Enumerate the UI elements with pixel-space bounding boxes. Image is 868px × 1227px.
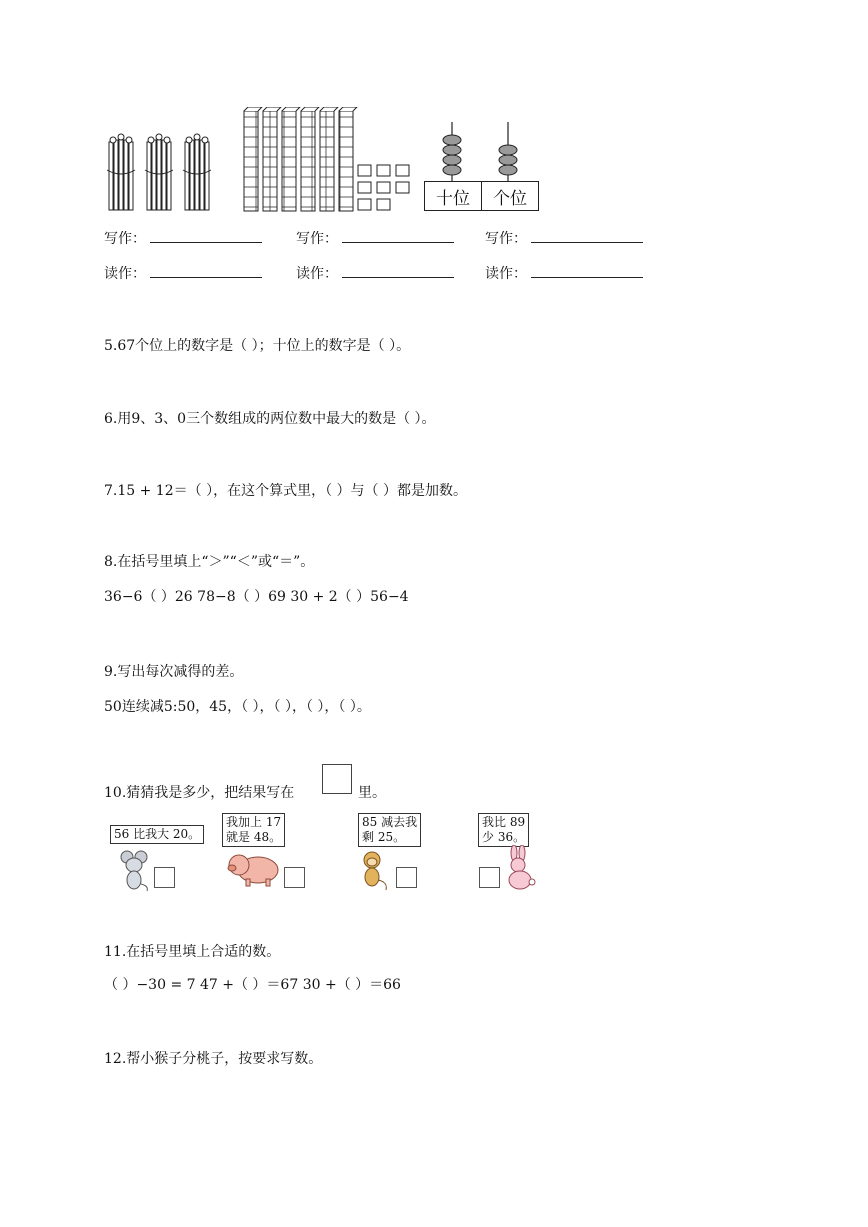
write-blank-1[interactable]	[150, 228, 262, 243]
write-blank-3[interactable]	[531, 228, 643, 243]
write-row	[104, 228, 262, 248]
speech-bubble-pig: 我加上 17 就是 48。	[222, 813, 285, 847]
read-row	[104, 263, 262, 283]
write-label-3: 写作：	[485, 231, 527, 247]
base-ten-blocks-figure	[242, 107, 414, 215]
read-label-3: 读作：	[485, 266, 527, 282]
read-blank-2[interactable]	[342, 263, 454, 278]
write-label-2: 写作：	[296, 231, 338, 247]
pig-illustration	[226, 848, 282, 888]
abacus-figure	[424, 120, 539, 182]
question-9-title: 9.写出每次减得的差。	[104, 664, 244, 680]
monkey-illustration	[356, 850, 394, 892]
tens-label: 十位	[436, 188, 470, 209]
question-6: 6.用9、3、0三个数组成的两位数中最大的数是（ ）。	[104, 411, 436, 427]
read-blank-1[interactable]	[150, 263, 262, 278]
answer-box-mouse[interactable]	[154, 867, 175, 888]
answer-box-pig[interactable]	[284, 867, 305, 888]
question-9-line: 50连续减5:50，45，（ ），（ ），（ ），（ ）。	[104, 699, 371, 715]
question-11-expressions: （ ）−30 = 7 47 +（ ）＝67 30 +（ ）＝66	[104, 977, 401, 993]
mouse-illustration	[118, 850, 152, 892]
read-row-3	[485, 263, 643, 283]
question-10-title	[104, 782, 294, 802]
read-blank-3[interactable]	[531, 263, 643, 278]
write-row-3	[485, 228, 643, 248]
ones-label: 个位	[481, 182, 538, 210]
write-label-1: 写作：	[104, 231, 146, 247]
question-10-title-before: 10.猜猜我是多少，把结果写在	[104, 785, 295, 801]
answer-box-rabbit[interactable]	[479, 867, 500, 888]
read-label-2: 读作：	[296, 266, 338, 282]
speech-bubble-monkey: 85 减去我 剩 25。	[358, 813, 421, 847]
question-12: 12.帮小猴子分桃子，按要求写数。	[104, 1051, 323, 1067]
answer-box-monkey[interactable]	[396, 867, 417, 888]
read-row-2	[296, 263, 454, 283]
stick-bundles-figure	[106, 132, 216, 214]
question-8-expressions: 36−6（ ）26 78−8（ ）69 30 + 2（ ）56−4	[104, 589, 409, 605]
question-5: 5.67个位上的数字是（ ）；十位上的数字是（ ）。	[104, 338, 411, 354]
speech-bubble-rabbit: 我比 89 少 36。	[478, 813, 529, 847]
question-7: 7.15 + 12＝（ ），在这个算式里，（ ）与（ ）都是加数。	[104, 483, 467, 499]
place-value-table	[424, 181, 539, 211]
question-8-title: 8.在括号里填上“＞”“＜”或“＝”。	[104, 554, 315, 570]
question-10-title-after: 里。	[358, 785, 386, 801]
example-answer-box	[322, 764, 352, 794]
speech-bubble-mouse: 56 比我大 20。	[110, 825, 204, 844]
read-label-1: 读作：	[104, 266, 146, 282]
rabbit-illustration	[500, 845, 540, 891]
write-blank-2[interactable]	[342, 228, 454, 243]
question-11-title: 11.在括号里填上合适的数。	[104, 944, 281, 960]
write-row-2	[296, 228, 454, 248]
